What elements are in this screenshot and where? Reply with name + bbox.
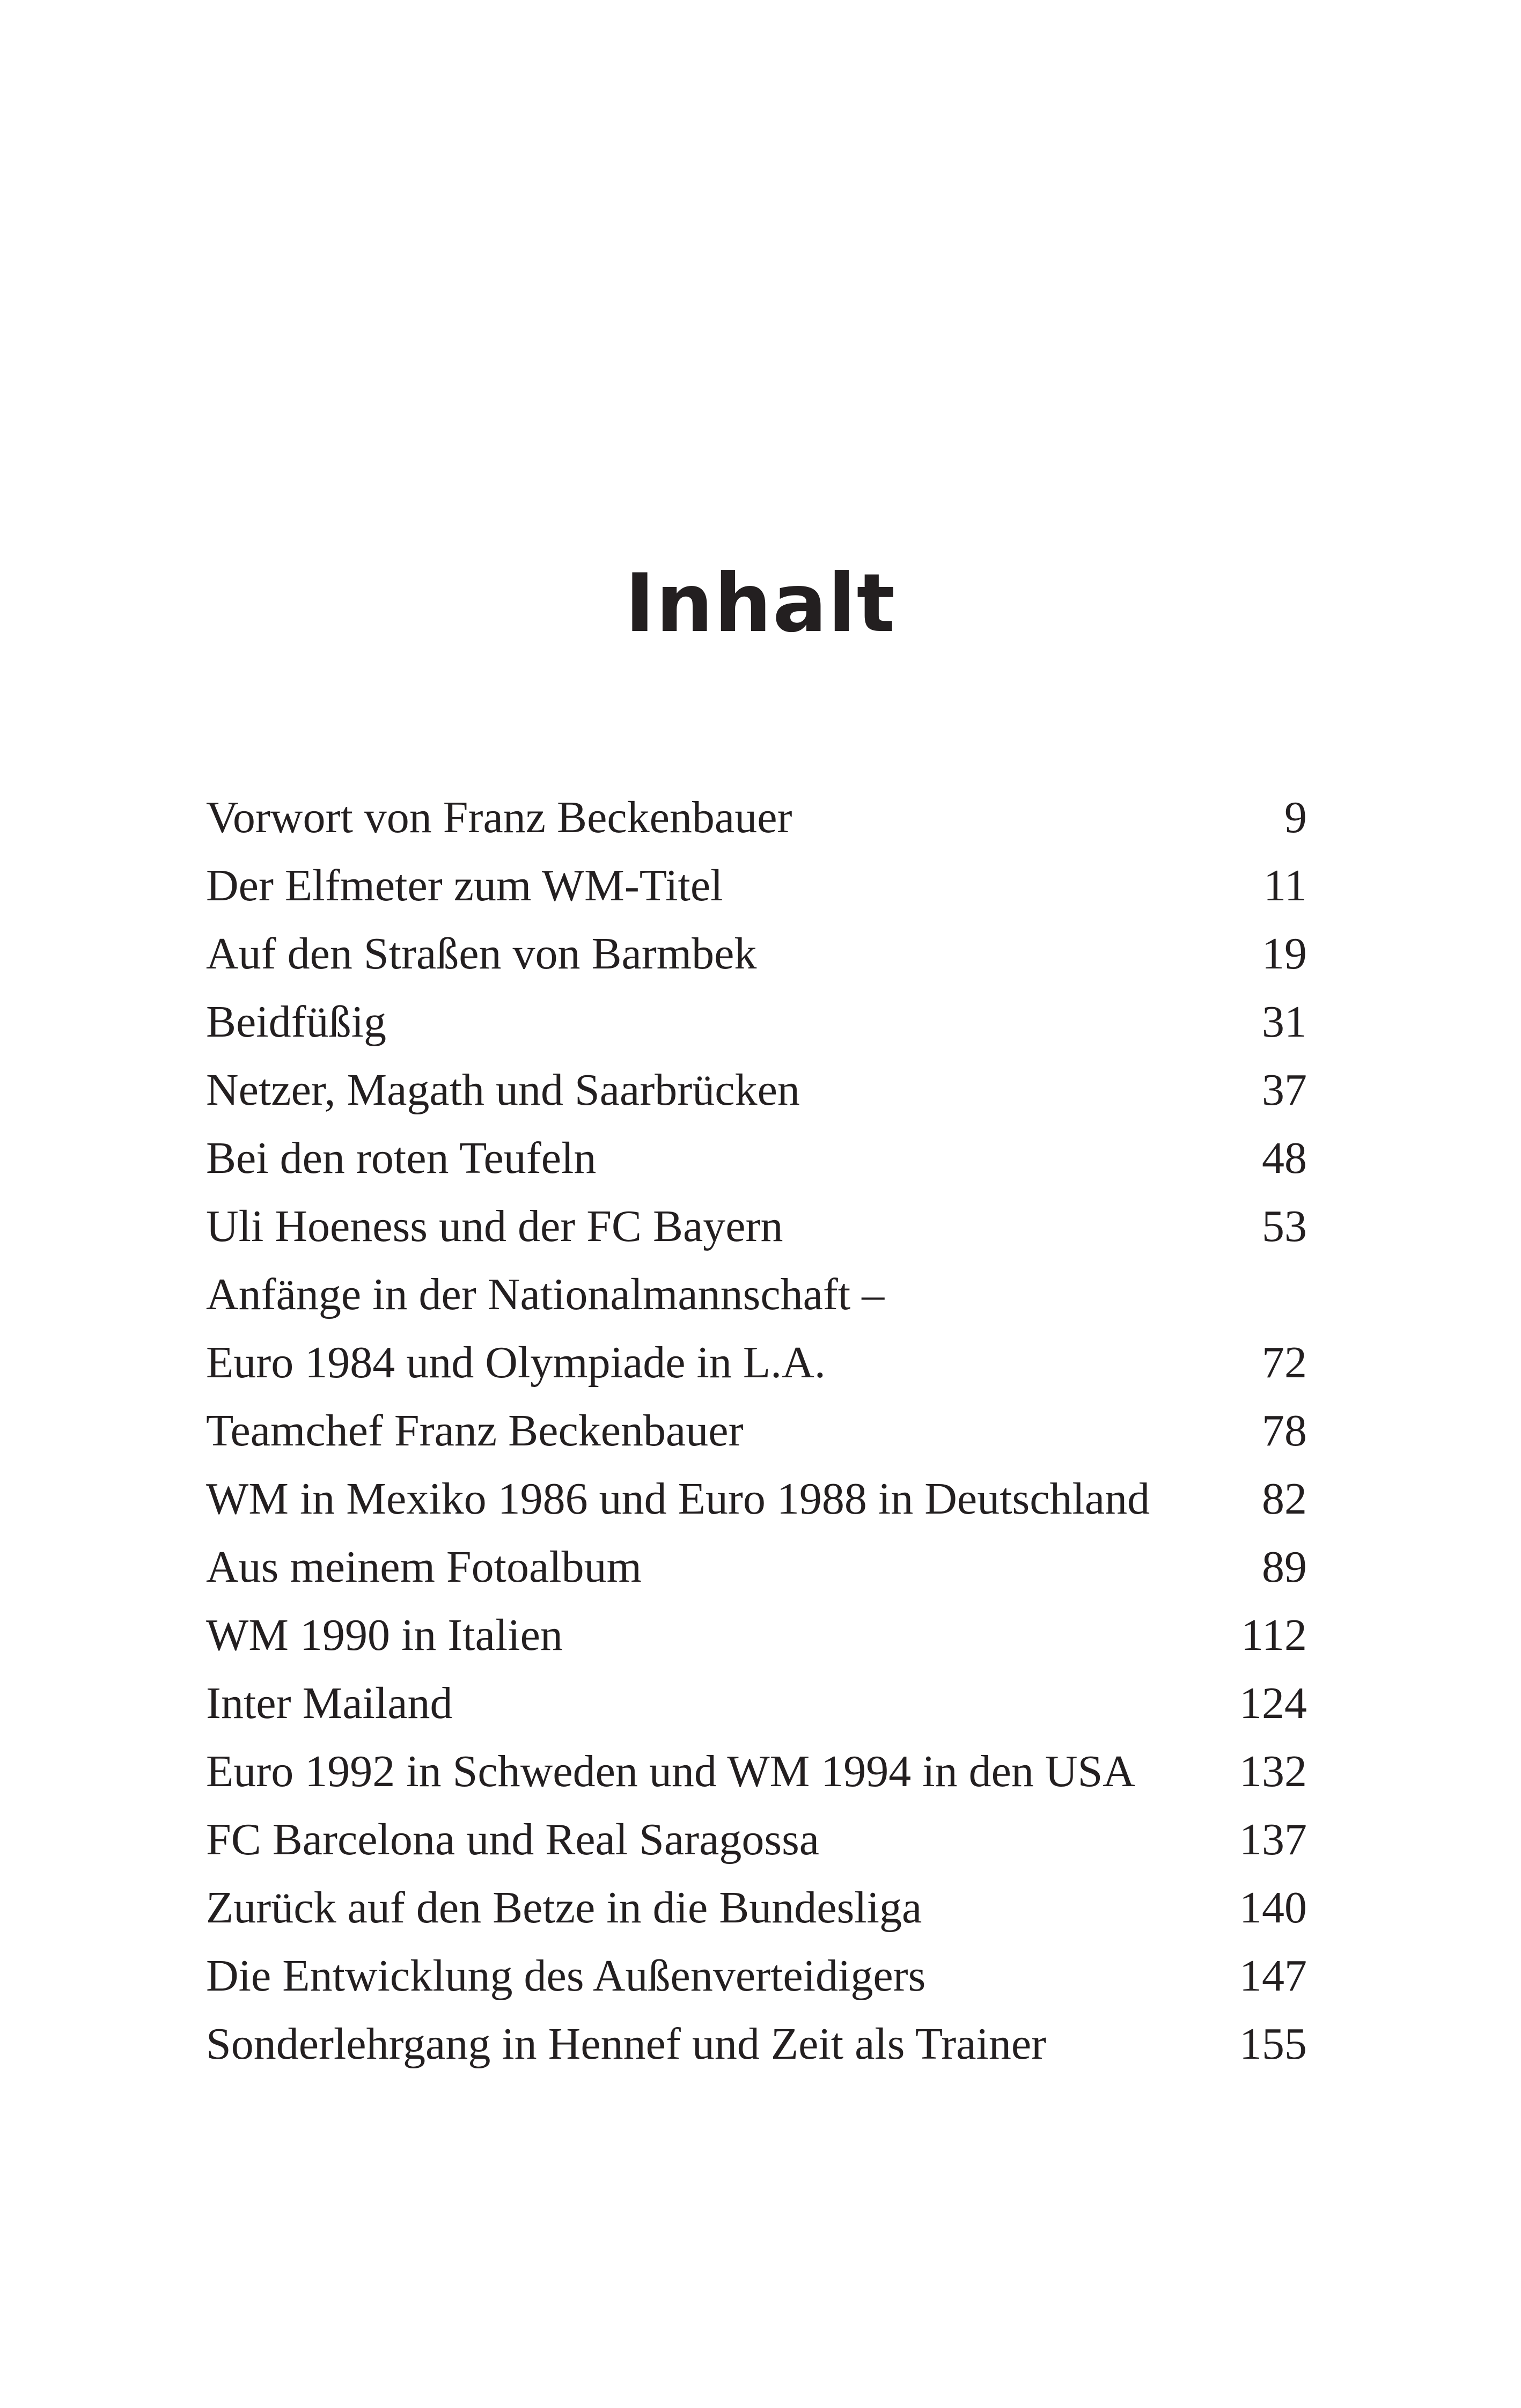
toc-entry: [206, 1328, 1307, 1397]
toc-entry: [206, 1942, 1307, 2010]
toc-entry-title: Vorwort von Franz Beckenbauer: [206, 792, 792, 842]
table-of-contents: [206, 783, 1307, 2078]
toc-entry: [206, 1669, 1307, 1737]
toc-entry-page: 124: [1239, 1678, 1307, 1728]
toc-entry-title: FC Barcelona und Real Saragossa: [206, 1815, 820, 1864]
toc-entry-page: 72: [1262, 1338, 1307, 1387]
toc-entry: [206, 1805, 1307, 1874]
toc-entry-title: Euro 1984 und Olympiade in L.A.: [206, 1338, 826, 1387]
toc-entry-page: 132: [1239, 1746, 1307, 1796]
toc-entry-title: Anfänge in der Nationalmannschaft –: [206, 1269, 885, 1319]
toc-entry-page: 140: [1239, 1883, 1307, 1933]
toc-entry-title: Euro 1992 in Schweden und WM 1994 in den USA: [206, 1746, 1135, 1796]
toc-entry: [206, 1465, 1307, 1533]
toc-entry-title: WM in Mexiko 1986 und Euro 1988 in Deutschland: [206, 1474, 1150, 1524]
toc-entry: [206, 1124, 1307, 1192]
toc-entry-page: 82: [1262, 1474, 1307, 1524]
toc-entry-page: 112: [1241, 1610, 1307, 1660]
toc-entry-title: Aus meinem Fotoalbum: [206, 1542, 642, 1592]
page-title: Inhalt: [624, 557, 897, 650]
toc-entry: [206, 1874, 1307, 1942]
toc-entry-title: Beidfüßig: [206, 997, 386, 1047]
toc-entry-page: 19: [1262, 929, 1307, 979]
toc-entry-title: Der Elfmeter zum WM-Titel: [206, 861, 723, 911]
toc-entry: [206, 1601, 1307, 1669]
toc-entry-page: 137: [1239, 1815, 1307, 1864]
toc-entry: [206, 1737, 1307, 1805]
toc-entry-page: 89: [1262, 1542, 1307, 1592]
toc-entry-title: Uli Hoeness und der FC Bayern: [206, 1201, 783, 1251]
toc-entry: [206, 920, 1307, 988]
toc-entry: [206, 988, 1307, 1056]
toc-entry-title: Teamchef Franz Beckenbauer: [206, 1406, 744, 1456]
toc-entry-page: 78: [1262, 1406, 1307, 1456]
toc-entry-title: Sonderlehrgang in Hennef und Zeit als Trainer: [206, 2019, 1047, 2069]
toc-entry: [206, 1192, 1307, 1260]
toc-entry: [206, 1056, 1307, 1124]
toc-entry: [206, 1260, 1307, 1328]
toc-entry-page: 31: [1262, 997, 1307, 1047]
toc-entry: [206, 783, 1307, 851]
toc-entry-page: 48: [1262, 1133, 1307, 1183]
toc-entry-title: Die Entwicklung des Außenverteidigers: [206, 1951, 926, 2001]
toc-entry-title: Auf den Straßen von Barmbek: [206, 929, 757, 979]
toc-entry-page: 11: [1263, 861, 1307, 911]
toc-entry-page: 53: [1262, 1201, 1307, 1251]
toc-entry: [206, 1533, 1307, 1601]
toc-entry-page: 155: [1239, 2019, 1307, 2069]
toc-entry-title: Netzer, Magath und Saarbrücken: [206, 1065, 800, 1115]
toc-entry-title: Bei den roten Teufeln: [206, 1133, 597, 1183]
toc-entry-title: WM 1990 in Italien: [206, 1610, 563, 1660]
toc-entry: [206, 2010, 1307, 2078]
toc-entry-title: Zurück auf den Betze in die Bundesliga: [206, 1883, 922, 1933]
toc-entry-page: 147: [1239, 1951, 1307, 2001]
toc-entry: [206, 851, 1307, 920]
toc-entry-page: 37: [1262, 1065, 1307, 1115]
toc-entry-page: 9: [1284, 792, 1307, 842]
toc-entry: [206, 1397, 1307, 1465]
toc-entry-title: Inter Mailand: [206, 1678, 453, 1728]
